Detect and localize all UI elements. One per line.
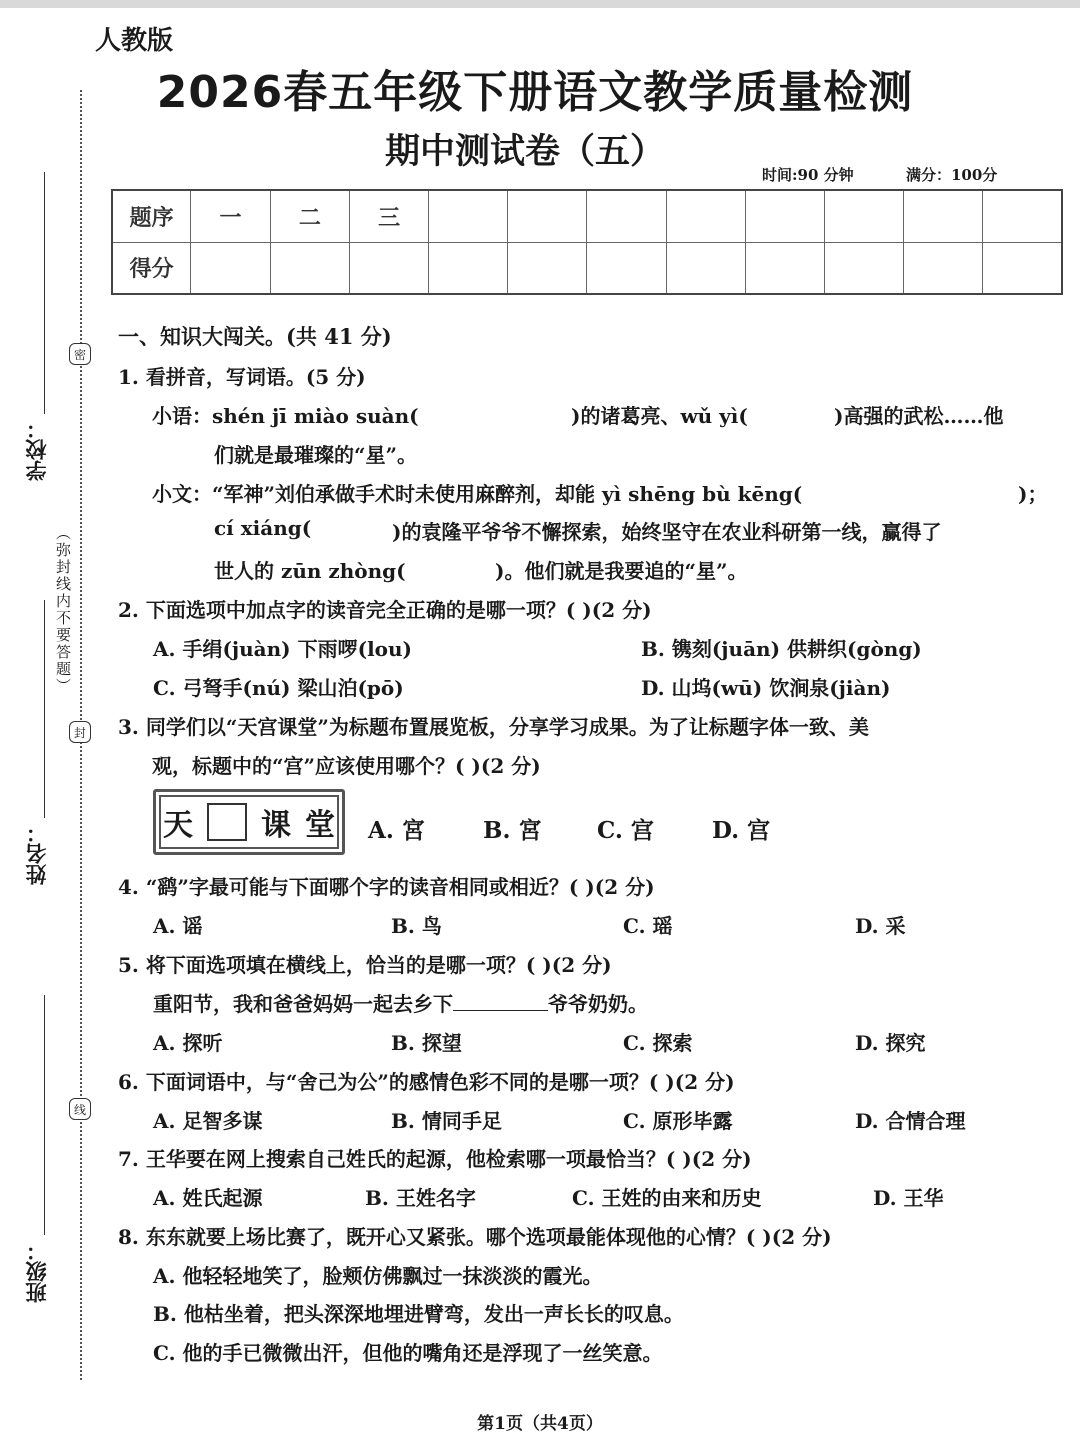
q4-stem: 4. “鹞”字最可能与下面哪个字的读音相同或相近？( )(2 分) [118,875,655,899]
school-label: 学校： [24,418,49,481]
class-write-line [44,995,45,1235]
q1-line3b: )； [1018,482,1048,506]
score-table-row-head: 题序 [112,190,191,242]
q5-fill-blank[interactable] [453,992,548,1011]
q5-option-a[interactable]: A. 探听 [153,1031,223,1055]
q3-option-a[interactable]: A. 宮 [368,817,425,844]
q1-line3a: 小文：“军神”刘伯承做手术时未使用麻醉剂，却能 yì shēng bù kēng( [152,482,803,506]
score-cell[interactable] [429,242,508,294]
q8-stem: 8. 东东就要上场比赛了，既开心又紧张。哪个选项最能体现他的心情？( )(2 分) [118,1225,832,1249]
q1-line1c: )高强的武松……他 [834,404,1004,428]
q3-board-char: 堂 [305,808,335,843]
class-label: 班级： [24,1240,49,1303]
q1-stem: 1. 看拼音，写词语。(5 分) [118,365,366,389]
q1-line1b: )的诸葛亮、wǔ yì( [571,404,748,428]
q7-option-d[interactable]: D. 王华 [873,1186,944,1210]
no-answer-note: （弥封线内不要答题） [54,525,72,695]
q5-option-c[interactable]: C. 探索 [623,1031,693,1055]
q5-option-d[interactable]: D. 探究 [855,1031,926,1055]
q7-option-a[interactable]: A. 姓氏起源 [153,1186,263,1210]
q3-option-b[interactable]: B. 宮 [483,817,542,844]
score-table-col [429,190,508,242]
q1-line5b: )。他们就是我要追的“星”。 [495,559,748,583]
q8-option-a[interactable]: A. 他轻轻地笑了，脸颊仿佛飘过一抹淡淡的霞光。 [153,1264,603,1288]
q2-option-d[interactable]: D. 山坞(wū) 饮涧泉(jiàn) [641,676,891,700]
q3-stem-line2: 观，标题中的“宫”应该使用哪个？( )(2 分) [152,754,541,778]
score-cell[interactable] [508,242,587,294]
seal-mark-mi: 密 [69,343,91,365]
score-cell[interactable] [191,242,270,294]
q4-option-d[interactable]: D. 采 [855,914,906,938]
q6-option-a[interactable]: A. 足智多谋 [153,1109,263,1133]
score-cell[interactable] [982,242,1062,294]
q3-option-d[interactable]: D. 宫 [712,817,771,844]
score-table-col [745,190,824,242]
page-title: 2026春五年级下册语文教学质量检测 [156,67,914,118]
q4-option-a[interactable]: A. 谣 [153,914,203,938]
q3-board-char: 天 [163,808,193,843]
name-write-line [44,600,45,818]
q1-line5a: 世人的 zūn zhòng( [214,559,406,583]
section-heading: 一、知识大闯关。(共 41 分) [118,324,392,349]
q2-option-a[interactable]: A. 手绢(juàn) 下雨啰(lou) [153,637,413,661]
score-table-col [982,190,1062,242]
score-cell[interactable] [745,242,824,294]
q3-title-board-image [153,789,345,855]
score-cell[interactable] [270,242,349,294]
q3-stem-line1: 3. 同学们以“天宫课堂”为标题布置展览板，分享学习成果。为了让标题字体一致、美 [118,715,869,739]
q5-sentence-part1: 重阳节，我和爸爸妈妈一起去乡下 [153,992,453,1016]
q2-option-b[interactable]: B. 镌刻(juān) 供耕织(gòng) [641,637,922,661]
score-cell[interactable] [903,242,982,294]
q4-option-c[interactable]: C. 瑶 [623,914,673,938]
seal-mark-xian: 线 [69,1098,91,1120]
q3-board-char: 课 [261,808,291,843]
q2-option-c[interactable]: C. 弓弩手(nú) 梁山泊(pō) [153,676,404,700]
q3-option-c[interactable]: C. 宫 [597,817,654,844]
score-table-col [666,190,745,242]
q8-option-c[interactable]: C. 他的手已微微出汗，但他的嘴角还是浮现了一丝笑意。 [153,1341,663,1365]
exam-time: 时间:90 分钟 [762,166,854,184]
q5-option-b[interactable]: B. 探望 [391,1031,462,1055]
score-table-col: 三 [350,190,429,242]
q4-option-b[interactable]: B. 鸟 [391,914,442,938]
q1-line1a: 小语：shén jī miào suàn( [152,404,419,428]
score-cell[interactable] [666,242,745,294]
q3-board-blank-box [207,803,247,841]
q7-option-b[interactable]: B. 王姓名字 [365,1186,476,1210]
score-table-col [903,190,982,242]
score-cell[interactable] [824,242,903,294]
q8-option-b[interactable]: B. 他枯坐着，把头深深地埋进臂弯，发出一声长长的叹息。 [153,1302,684,1326]
q5-sentence [153,988,648,1017]
exam-full-score: 满分：100分 [906,166,998,184]
score-table-row-head: 得分 [112,242,191,294]
q7-option-c[interactable]: C. 王姓的由来和历史 [572,1186,762,1210]
q1-line2: 们就是最璀璨的“星”。 [214,443,418,467]
score-table-col [508,190,587,242]
q6-option-c[interactable]: C. 原形毕露 [623,1109,733,1133]
score-cell[interactable] [350,242,429,294]
score-table [111,189,1063,295]
page-number: 第1页（共4页） [477,1414,603,1434]
score-table-col: 二 [270,190,349,242]
q5-stem: 5. 将下面选项填在横线上，恰当的是哪一项？( )(2 分) [118,953,612,977]
school-write-line [44,172,45,414]
q2-stem: 2. 下面选项中加点字的读音完全正确的是哪一项？( )(2 分) [118,598,652,622]
score-table-col [824,190,903,242]
q5-sentence-part2: 爷爷奶奶。 [548,992,648,1016]
top-edge [0,0,1080,8]
q6-stem: 6. 下面词语中，与“舍己为公”的感情色彩不同的是哪一项？( )(2 分) [118,1070,735,1094]
q1-line4a: cí xiáng( [214,516,312,540]
q6-option-d[interactable]: D. 合情合理 [855,1109,966,1133]
page-subtitle: 期中测试卷（五） [384,132,665,172]
edition-label: 人教版 [95,26,174,56]
score-table-col: 一 [191,190,270,242]
q1-line4b: )的袁隆平爷爷不懈探索，始终坚守在农业科研第一线，赢得了 [392,520,942,544]
name-label: 姓名： [24,822,49,885]
score-table-col [587,190,666,242]
score-cell[interactable] [587,242,666,294]
q6-option-b[interactable]: B. 情同手足 [391,1109,502,1133]
seal-mark-feng: 封 [69,721,91,743]
q7-stem: 7. 王华要在网上搜索自己姓氏的起源，他检索哪一项最恰当？( )(2 分) [118,1147,752,1171]
